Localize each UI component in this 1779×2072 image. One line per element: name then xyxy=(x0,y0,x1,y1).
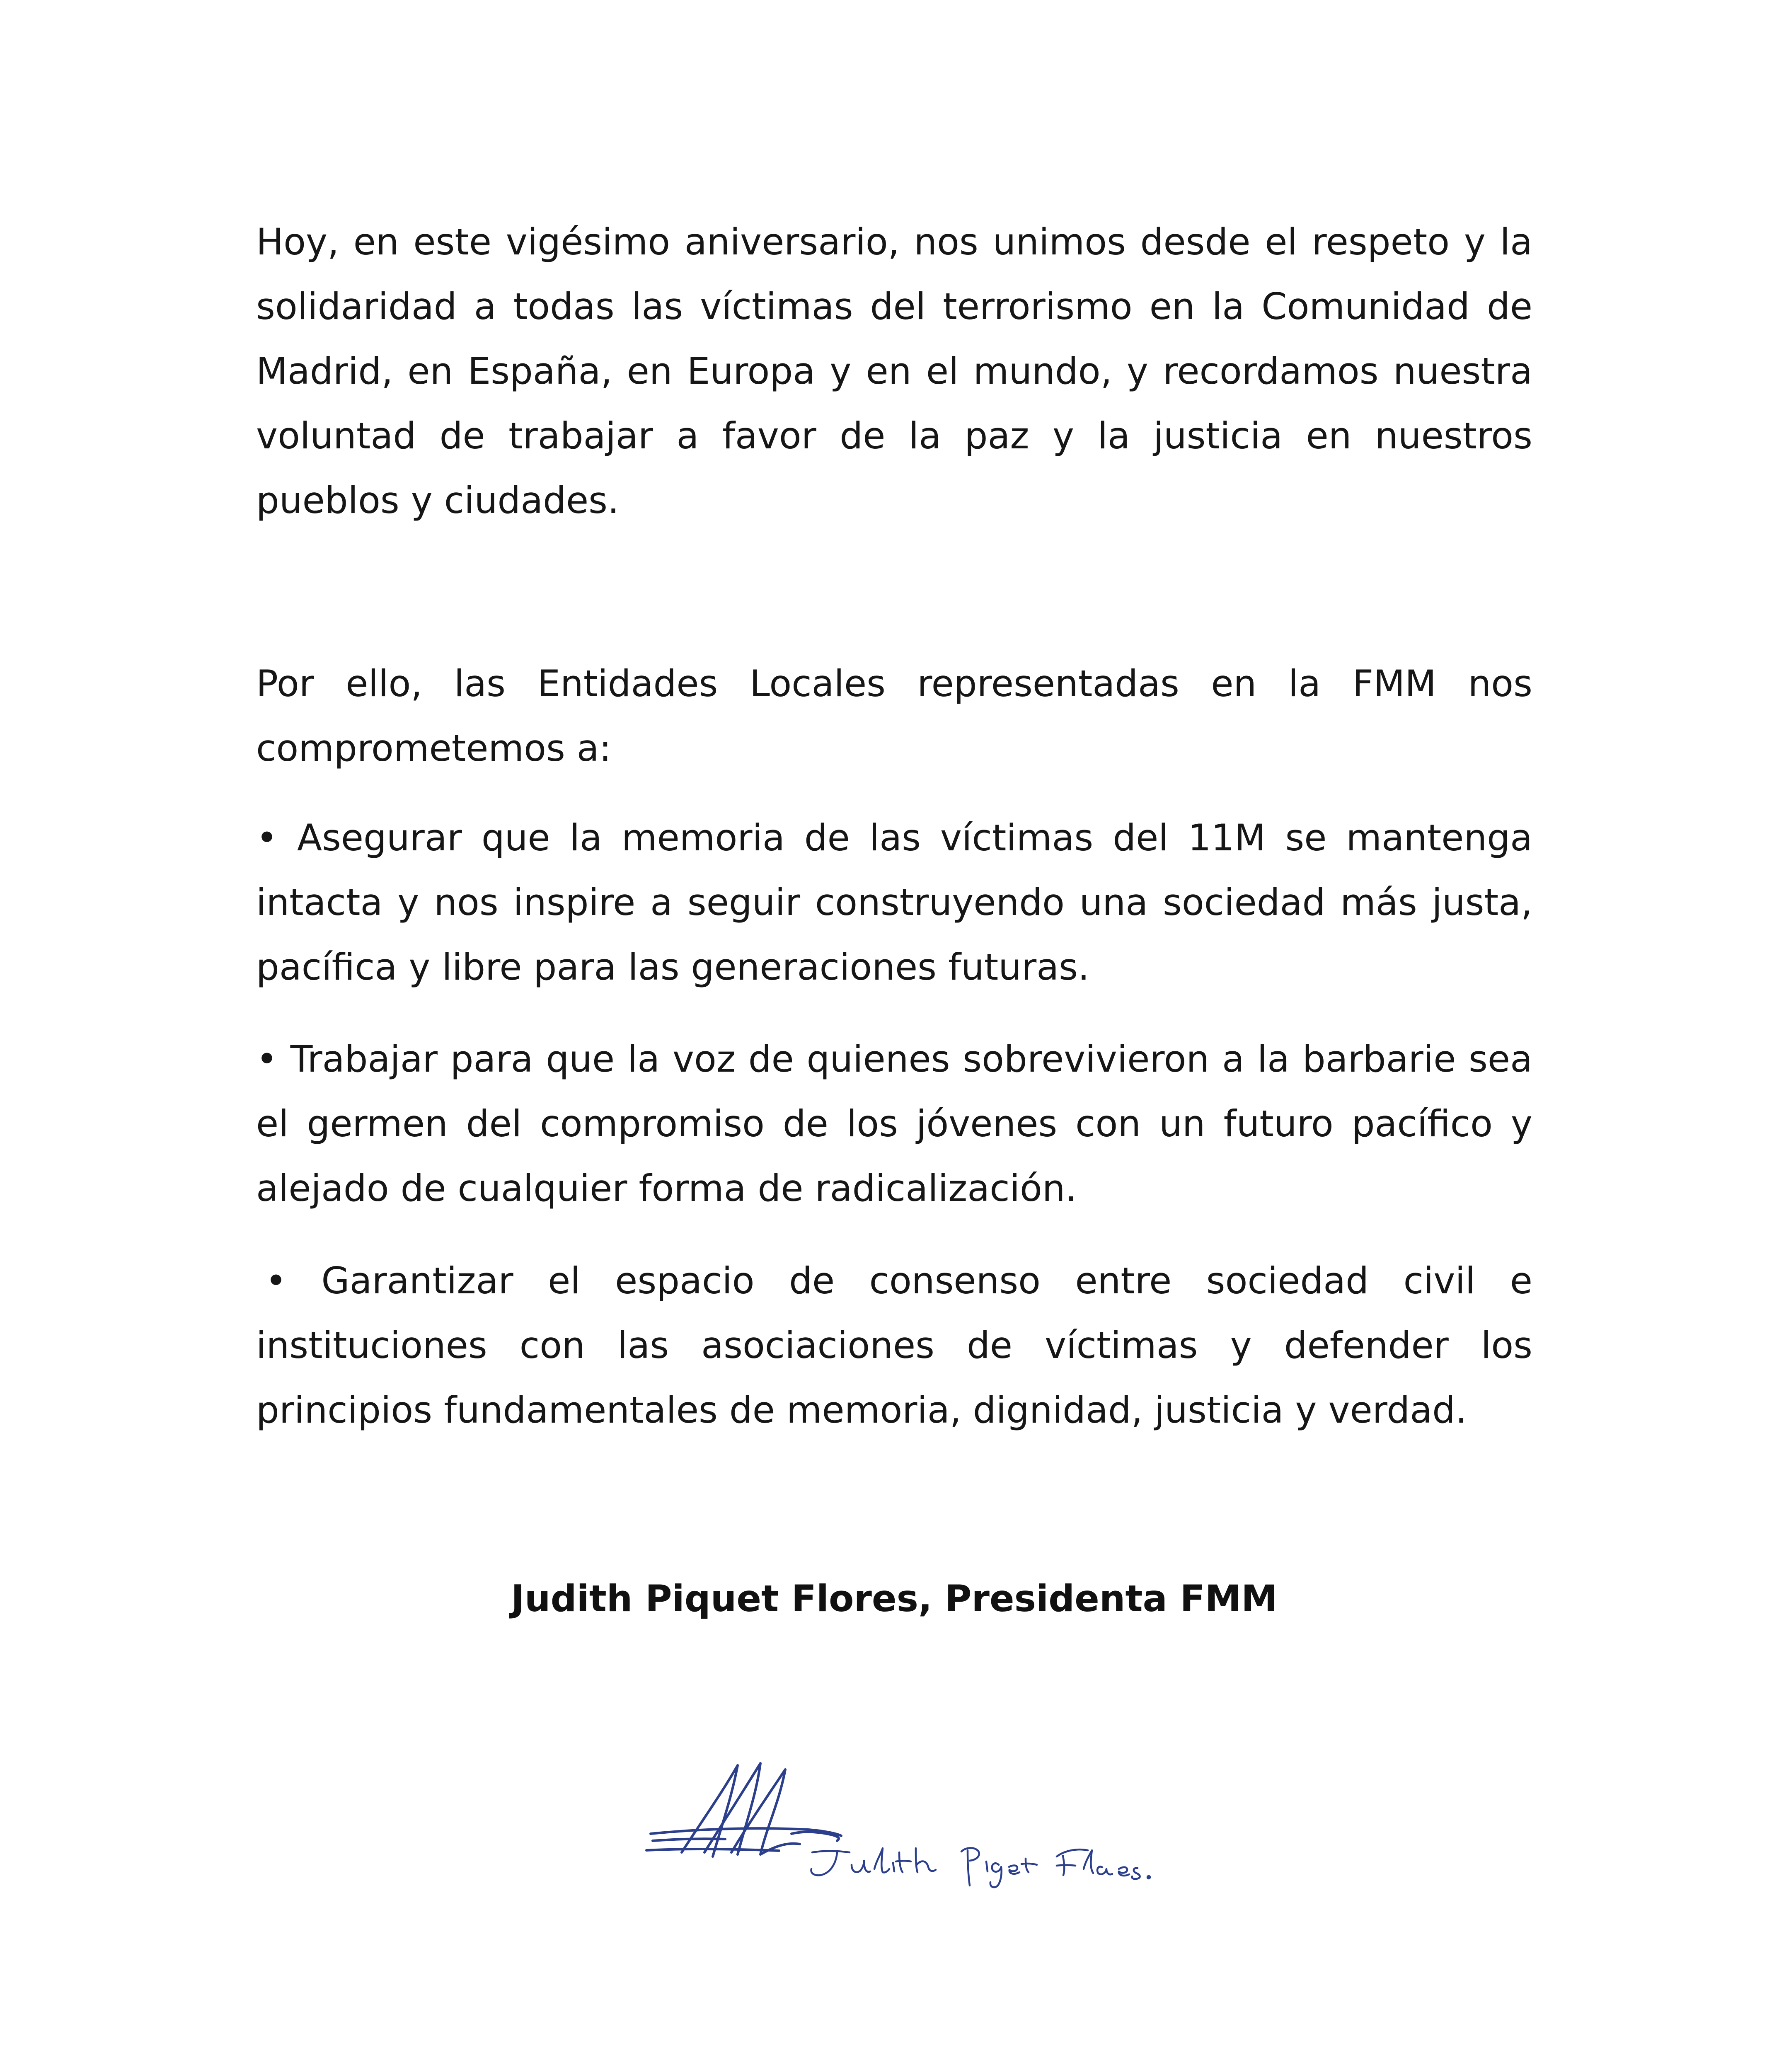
handwritten-signature xyxy=(642,1749,1231,1923)
bullet-text-consensus: • Garantizar el espacio de consenso entre sociedad civil e instituciones con las asociaciones de víctimas y defender los principios fundamentales de memoria, dignidad, justicia y verdad. xyxy=(256,1259,1532,1431)
signature-initials xyxy=(646,1763,841,1857)
bullet-item-survivors xyxy=(256,1027,1532,1221)
intro-paragraph-block xyxy=(256,210,1532,533)
bullet-text-survivors: • Trabajar para que la voz de quienes sobrevivieron a la barbarie sea el germen del compromiso de los jóvenes con un futuro pacífico y alejado de cualquier forma de radicalización. xyxy=(256,1038,1532,1210)
bullet-text-memory: • Asegurar que la memoria de las víctimas del 11M se mantenga intacta y nos inspire a seguir construyendo una sociedad más justa, pacífica y libre para las generaciones futuras. xyxy=(256,816,1532,988)
bullet-item-memory xyxy=(256,806,1532,1000)
signer-name: Judith Piquet Flores, Presidenta FMM xyxy=(511,1577,1278,1620)
intro-paragraph: Hoy, en este vigésimo aniversario, nos unimos desde el respeto y la solidaridad a todas las víctimas del terrorismo en la Comunidad de Madrid, en España, en Europa y en el mundo, y recordamos nuestra voluntad de trabajar a favor de la paz y la justicia en nuestros pueblos y ciudades. xyxy=(256,220,1532,522)
commitment-intro-block xyxy=(256,651,1532,781)
signature-name-script xyxy=(811,1848,1150,1887)
bullet-item-consensus xyxy=(256,1249,1532,1443)
commitment-intro-paragraph: Por ello, las Entidades Locales representadas en la FMM nos comprometemos a: xyxy=(256,662,1532,770)
